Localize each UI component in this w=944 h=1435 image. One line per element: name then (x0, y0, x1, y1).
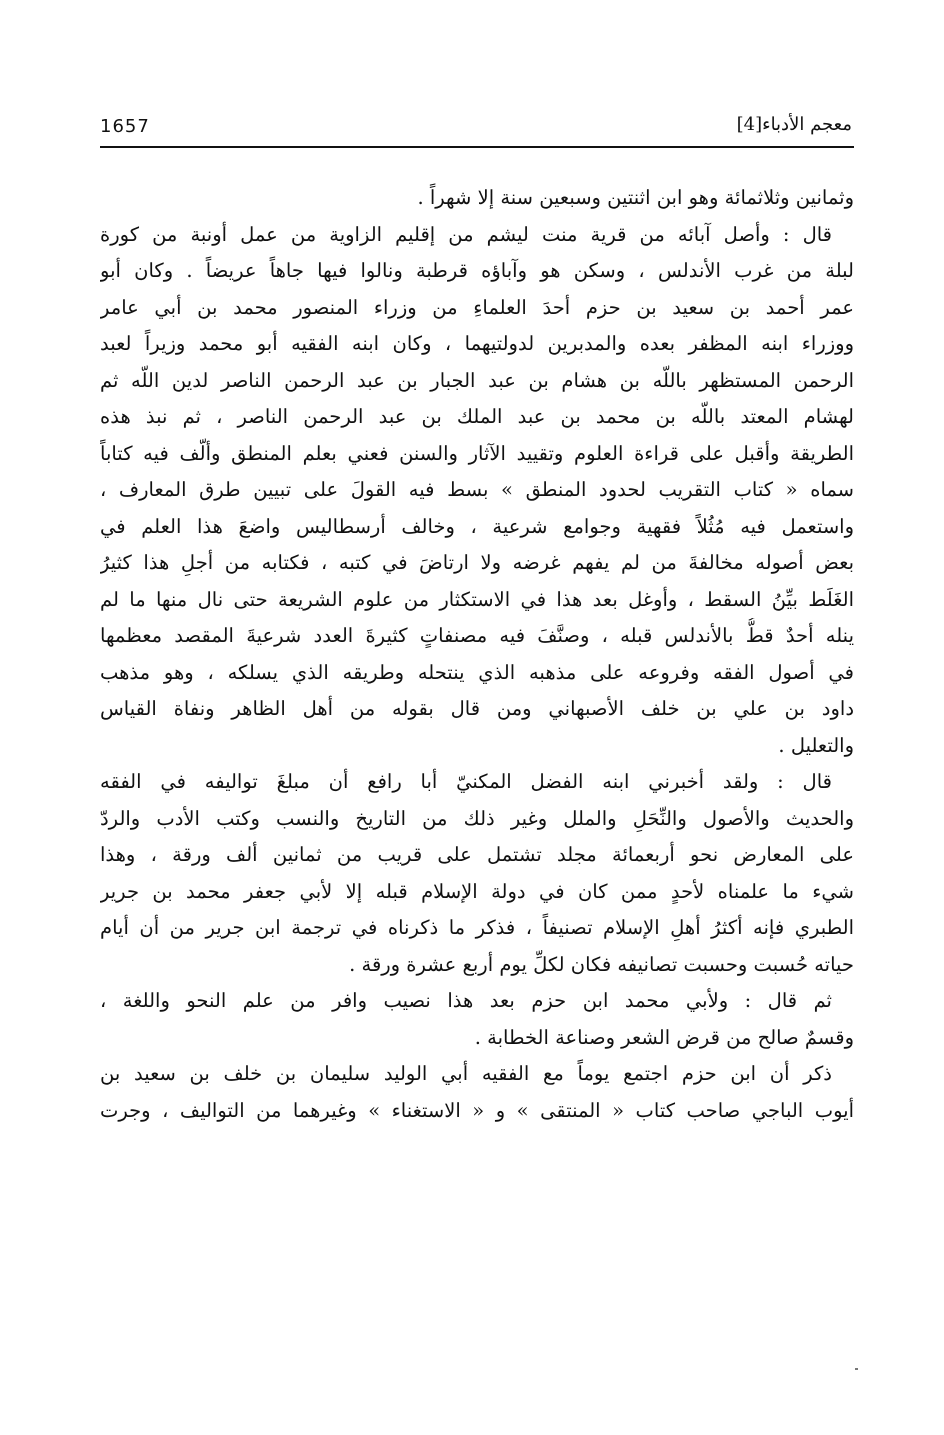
text-line: بعض أصوله مخالفةَ من لم يفهم غرضه ولا ارتاضَ في كتبه ، فكتابه من أجلِ هذا كثيرُ (100, 551, 854, 574)
text-line: سماه « كتاب التقريب لحدود المنطق » بسط فيه القولَ على تبيين طرق المعارف ، (100, 478, 854, 501)
text-line: داود بن علي بن خلف الأصبهاني ومن قال بقوله من أهل الظاهر ونفاة القياس (100, 697, 854, 720)
text-line: قال : ولقد أخبرني ابنه الفضل المكنيّ أبا رافع أن مبلغَ تواليفه في الفقه (100, 770, 832, 793)
text-line: واستعمل فيه مُثُلاً فقهية وجوامع شرعية ، وخالف أرسطاليس واضعَ هذا العلم في (100, 514, 854, 538)
text-line: ينله أحدٌ قطُّ بالأندلس قبله ، وصنَّفَ فيه مصنفاتٍ كثيرةَ العدد شرعيةَ المقصد معظمها (100, 624, 854, 647)
text-line: الطريقة وأقبل على قراءة العلوم وتقييد الآثار والسنن فعني بعلم المنطق وألّف فيه كتاباً (100, 441, 854, 465)
text-line: الغَلَط بيِّنُ السقط ، وأوغل بعد هذا في الاستكثار من علوم الشريعة حتى نال منها ما لم (100, 587, 854, 611)
running-title: معجم الأدباء[4] (736, 114, 852, 135)
text-line: والحديث والأصول والنِّحَلِ والملل وغير ذلك من التاريخ والنسب وكتب الأدب والردّ (100, 806, 854, 830)
text-line: ذكر أن ابن حزم اجتمع يوماً مع الفقيه أبي الوليد سليمان بن خلف بن سعيد بن (100, 1062, 832, 1085)
text-line: على المعارض نحو أربعمائة مجلد تشتمل على قريب من ثمانين ألف ورقة ، وهذا (100, 843, 854, 866)
text-line: لبلة من غرب الأندلس ، وسكن هو وآباؤه قرطبة ونالوا فيها جاهاً عريضاً . وكان أبو (100, 259, 854, 282)
page-header (100, 114, 852, 144)
text-line: ووزراء ابنه المظفر بعده والمدبرين لدولتيهما ، وكان ابنه الفقيه أبو محمد وزيراً لعبد (100, 332, 854, 355)
text-line: أيوب الباجي صاحب كتاب « المنتقى » و « الاستغناء » وغيرهما من التواليف ، وجرت (100, 1098, 854, 1122)
text-line: حياته حُسبت وحسبت تصانيفه فكان لكلِّ يوم أربع عشرة ورقة . (349, 952, 854, 976)
text-line: الرحمن المستظهر باللّه بن هشام بن عبد الجبار بن عبد الرحمن الناصر لدين اللّه ثم (100, 368, 854, 392)
scan-speck (855, 1368, 858, 1370)
text-line: قال : وأصل آبائه من قرية منت ليشم من إقليم الزاوية من عمل أونبة من كورة (100, 222, 832, 246)
text-line: وثمانين وثلاثمائة وهو ابن اثنتين وسبعين سنة إلا شهراً . (417, 186, 854, 209)
body-text (100, 180, 854, 1129)
page-number: 1657 (100, 116, 150, 137)
header-rule (100, 146, 854, 148)
text-line: شيء ما علمناه لأحدٍ ممن كان في دولة الإسلام قبله إلا لأبي جعفر محمد بن جرير (100, 879, 854, 903)
text-line: الطبري فإنه أكثرُ أهلِ الإسلام تصنيفاً ، فذكر ما ذكرناه في ترجمة ابن جرير من أن أيام (100, 916, 854, 939)
text-line: في أصول الفقه وفروعه على مذهبه الذي ينتحله وطريقه الذي يسلكه ، وهو مذهب (100, 660, 854, 684)
text-line: ثم قال : ولأبي محمد ابن حزم بعد هذا نصيب وافر من علم النحو واللغة ، (100, 989, 832, 1012)
text-line: وقسمٌ صالح من قرض الشعر وصناعة الخطابة . (474, 1025, 854, 1049)
text-line: والتعليل . (778, 733, 854, 757)
text-line: لهشام المعتد باللّه بن محمد بن عبد الملك بن عبد الرحمن الناصر ، ثم نبذ هذه (100, 405, 854, 428)
text-line: عمر أحمد بن سعيد بن حزم أحدَ العلماءِ من وزراء المنصور محمد بن أبي عامر (100, 295, 854, 319)
